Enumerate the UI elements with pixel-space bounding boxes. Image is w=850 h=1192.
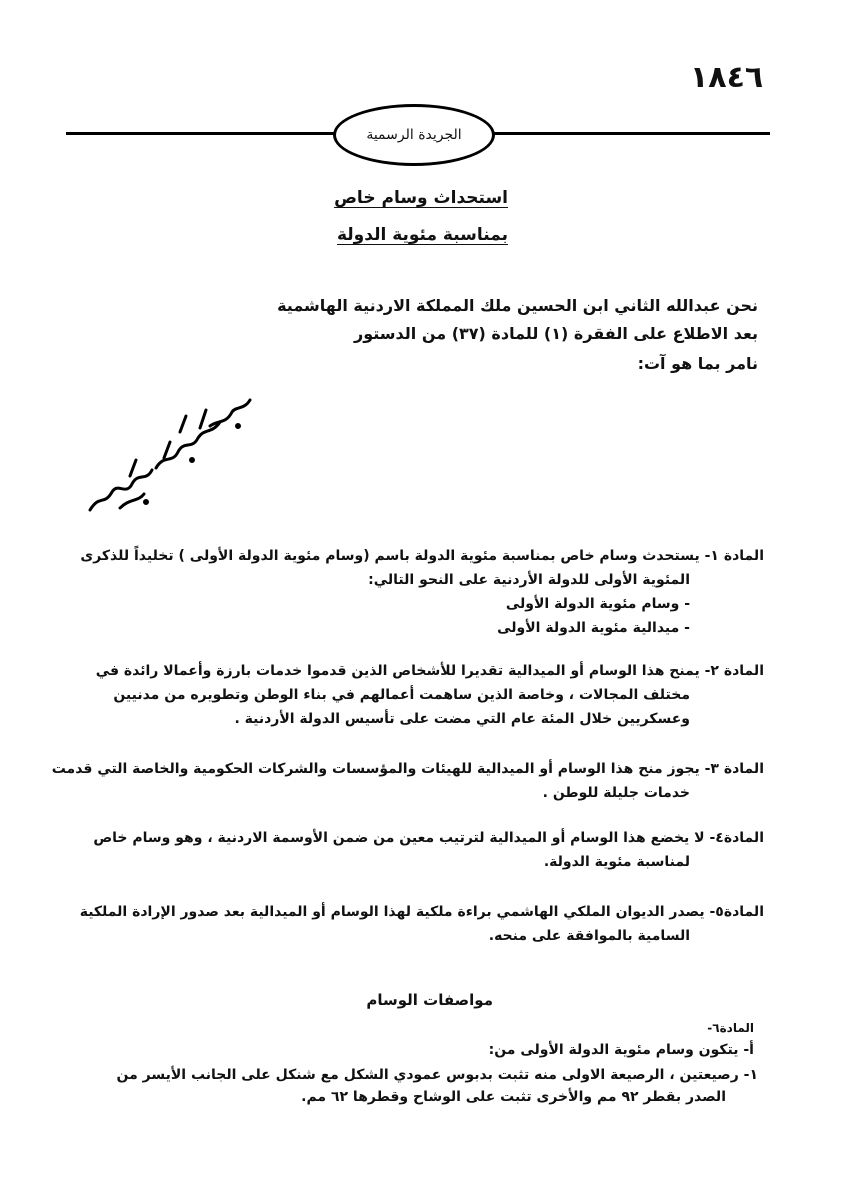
article-2 [80,659,764,731]
article-3 [51,757,764,805]
article-6-label: المادة٦- [707,1021,754,1035]
decree-title-line-1: استحداث وسام خاص [334,188,508,208]
article-6-item-1 [117,1064,759,1108]
article-1 [80,544,764,640]
intro-line-3: نامر بما هو آت: [637,354,758,373]
article-5-line: المادة٥- يصدر الديوان الملكي الهاشمي براءة ملكية لهذا الوسام أو الميدالية بعد صدور الإرادة الملكية [79,904,764,920]
specifications-heading: مواصفات الوسام [366,991,493,1009]
intro-line-1: نحن عبدالله الثاني ابن الحسين ملك المملكة الاردنية الهاشمية [277,296,758,315]
article-5-line: السامية بالموافقة على منحه. [488,928,690,944]
article-5 [80,900,764,948]
article-6-clause-a: أ- يتكون وسام مئوية الدولة الأولى من: [488,1042,754,1058]
article-3-line: المادة ٣- يجوز منح هذا الوسام أو الميدالية للهيئات والمؤسسات والشركات الحكومية والخاصة التي قدمت [51,761,764,777]
decree-title-line-2: بمناسبة مئوية الدولة [336,225,508,245]
article-6-item-1-line: ١- رصيعتين ، الرصيعة الاولى منه تثبت بدبوس عمودي الشكل مع شنكل على الجانب الأيسر من [116,1067,758,1083]
article-4 [80,826,764,874]
masthead-title: الجريدة الرسمية [366,127,462,143]
article-1-list-item: - ميدالية مئوية الدولة الأولى [497,620,690,636]
article-1-line: المئوية الأولى للدولة الأردنية على النحو التالي: [368,572,690,588]
article-2-line: وعسكريين خلال المئة عام التي مضت على تأسيس الدولة الأردنية . [234,711,690,727]
article-2-line: المادة ٢- يمنح هذا الوسام أو الميدالية تقديرا للأشخاص الذين قدموا خدمات بارزة وأعمالا رائدة في [95,663,764,679]
article-4-line: لمناسبة مئوية الدولة. [543,854,690,870]
article-2-line: مختلف المجالات ، وخاصة الذين ساهمت أعمالهم في بناء الوطن وتطويره من مدنيين [113,687,690,703]
page-number: ١٨٤٦ [690,60,764,95]
article-6-item-1-line: الصدر بقطر ٩٢ مم والأخرى تثبت على الوشاح وقطرها ٦٢ مم. [301,1089,726,1105]
article-3-line: خدمات جليلة للوطن . [542,785,690,801]
article-1-list-item: - وسام مئوية الدولة الأولى [505,596,690,612]
intro-line-2: بعد الاطلاع على الفقرة (١) للمادة (٣٧) من الدستور [354,324,758,343]
article-4-line: المادة٤- لا يخضع هذا الوسام أو الميدالية لترتيب معين من ضمن الأوسمة الاردنية ، وهو وسام خاص [93,830,764,846]
signature-graphic [60,398,260,518]
masthead-oval [333,104,495,166]
article-1-line: المادة ١- يستحدث وسام خاص بمناسبة مئوية الدولة باسم (وسام مئوية الدولة الأولى ) تخليداً للذكرى [80,548,764,564]
royal-signature [60,398,260,518]
